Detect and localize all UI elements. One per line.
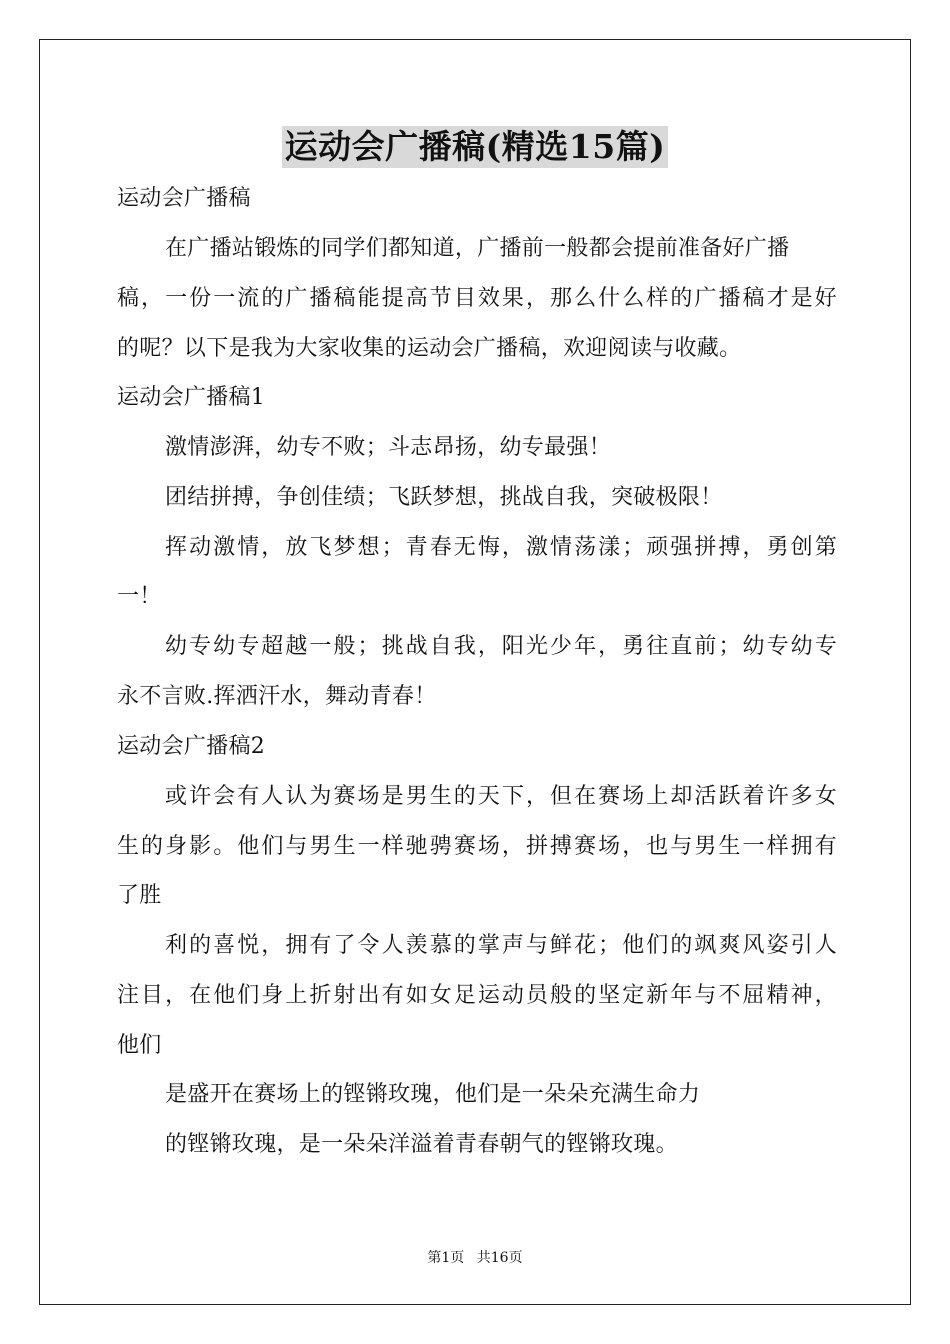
paragraph-line: 他们 <box>117 1033 162 1058</box>
paragraph-line: 挥动激情，放飞梦想；青春无悔，激情荡漾；顽强拼搏，勇创第 <box>165 535 837 560</box>
paragraph-line: 一！ <box>117 584 162 609</box>
section-heading: 运动会广播稿1 <box>117 385 266 410</box>
paragraph-line: 激情澎湃，幼专不败；斗志昂扬，幼专最强！ <box>165 435 612 460</box>
total-pages: 共16页 <box>476 1250 523 1266</box>
document-title: 运动会广播稿(精选15篇) <box>282 126 669 168</box>
section-heading: 运动会广播稿2 <box>117 734 266 759</box>
paragraph-line: 注目，在他们身上折射出有如女足运动员般的坚定新年与不屈精神， <box>117 983 837 1008</box>
paragraph-line: 永不言败.挥洒汗水，舞动青春！ <box>117 684 437 709</box>
paragraph-line: 的铿锵玫瑰，是一朵朵洋溢着青春朝气的铿锵玫瑰。 <box>165 1132 678 1157</box>
paragraph-line: 团结拼搏，争创佳绩；飞跃梦想，挑战自我，突破极限！ <box>165 485 723 510</box>
paragraph-line: 在广播站锻炼的同学们都知道，广播前一般都会提前准备好广播 <box>165 236 790 261</box>
paragraph-line: 生的身影。他们与男生一样驰骋赛场，拼搏赛场，也与男生一样拥有 <box>117 834 837 859</box>
title-container <box>0 126 950 168</box>
paragraph-line: 的呢？以下是我为大家收集的运动会广播稿，欢迎阅读与收藏。 <box>117 336 742 361</box>
page-footer <box>0 1249 950 1267</box>
paragraph-line: 幼专幼专超越一般；挑战自我，阳光少年，勇往直前；幼专幼专 <box>165 634 837 659</box>
paragraph-line: 了胜 <box>117 883 162 908</box>
paragraph-line: 是盛开在赛场上的铿锵玫瑰，他们是一朵朵充满生命力 <box>165 1082 701 1107</box>
paragraph-line: 稿，一份一流的广播稿能提高节目效果，那么什么样的广播稿才是好 <box>117 286 837 311</box>
page-border <box>39 39 911 1305</box>
paragraph-line: 利的喜悦，拥有了令人羡慕的掌声与鲜花；他们的飒爽风姿引人 <box>165 933 837 958</box>
section-heading: 运动会广播稿 <box>117 186 251 211</box>
page-number: 第1页 <box>427 1250 465 1266</box>
paragraph-line: 或许会有人认为赛场是男生的天下，但在赛场上却活跃着许多女 <box>165 784 837 809</box>
